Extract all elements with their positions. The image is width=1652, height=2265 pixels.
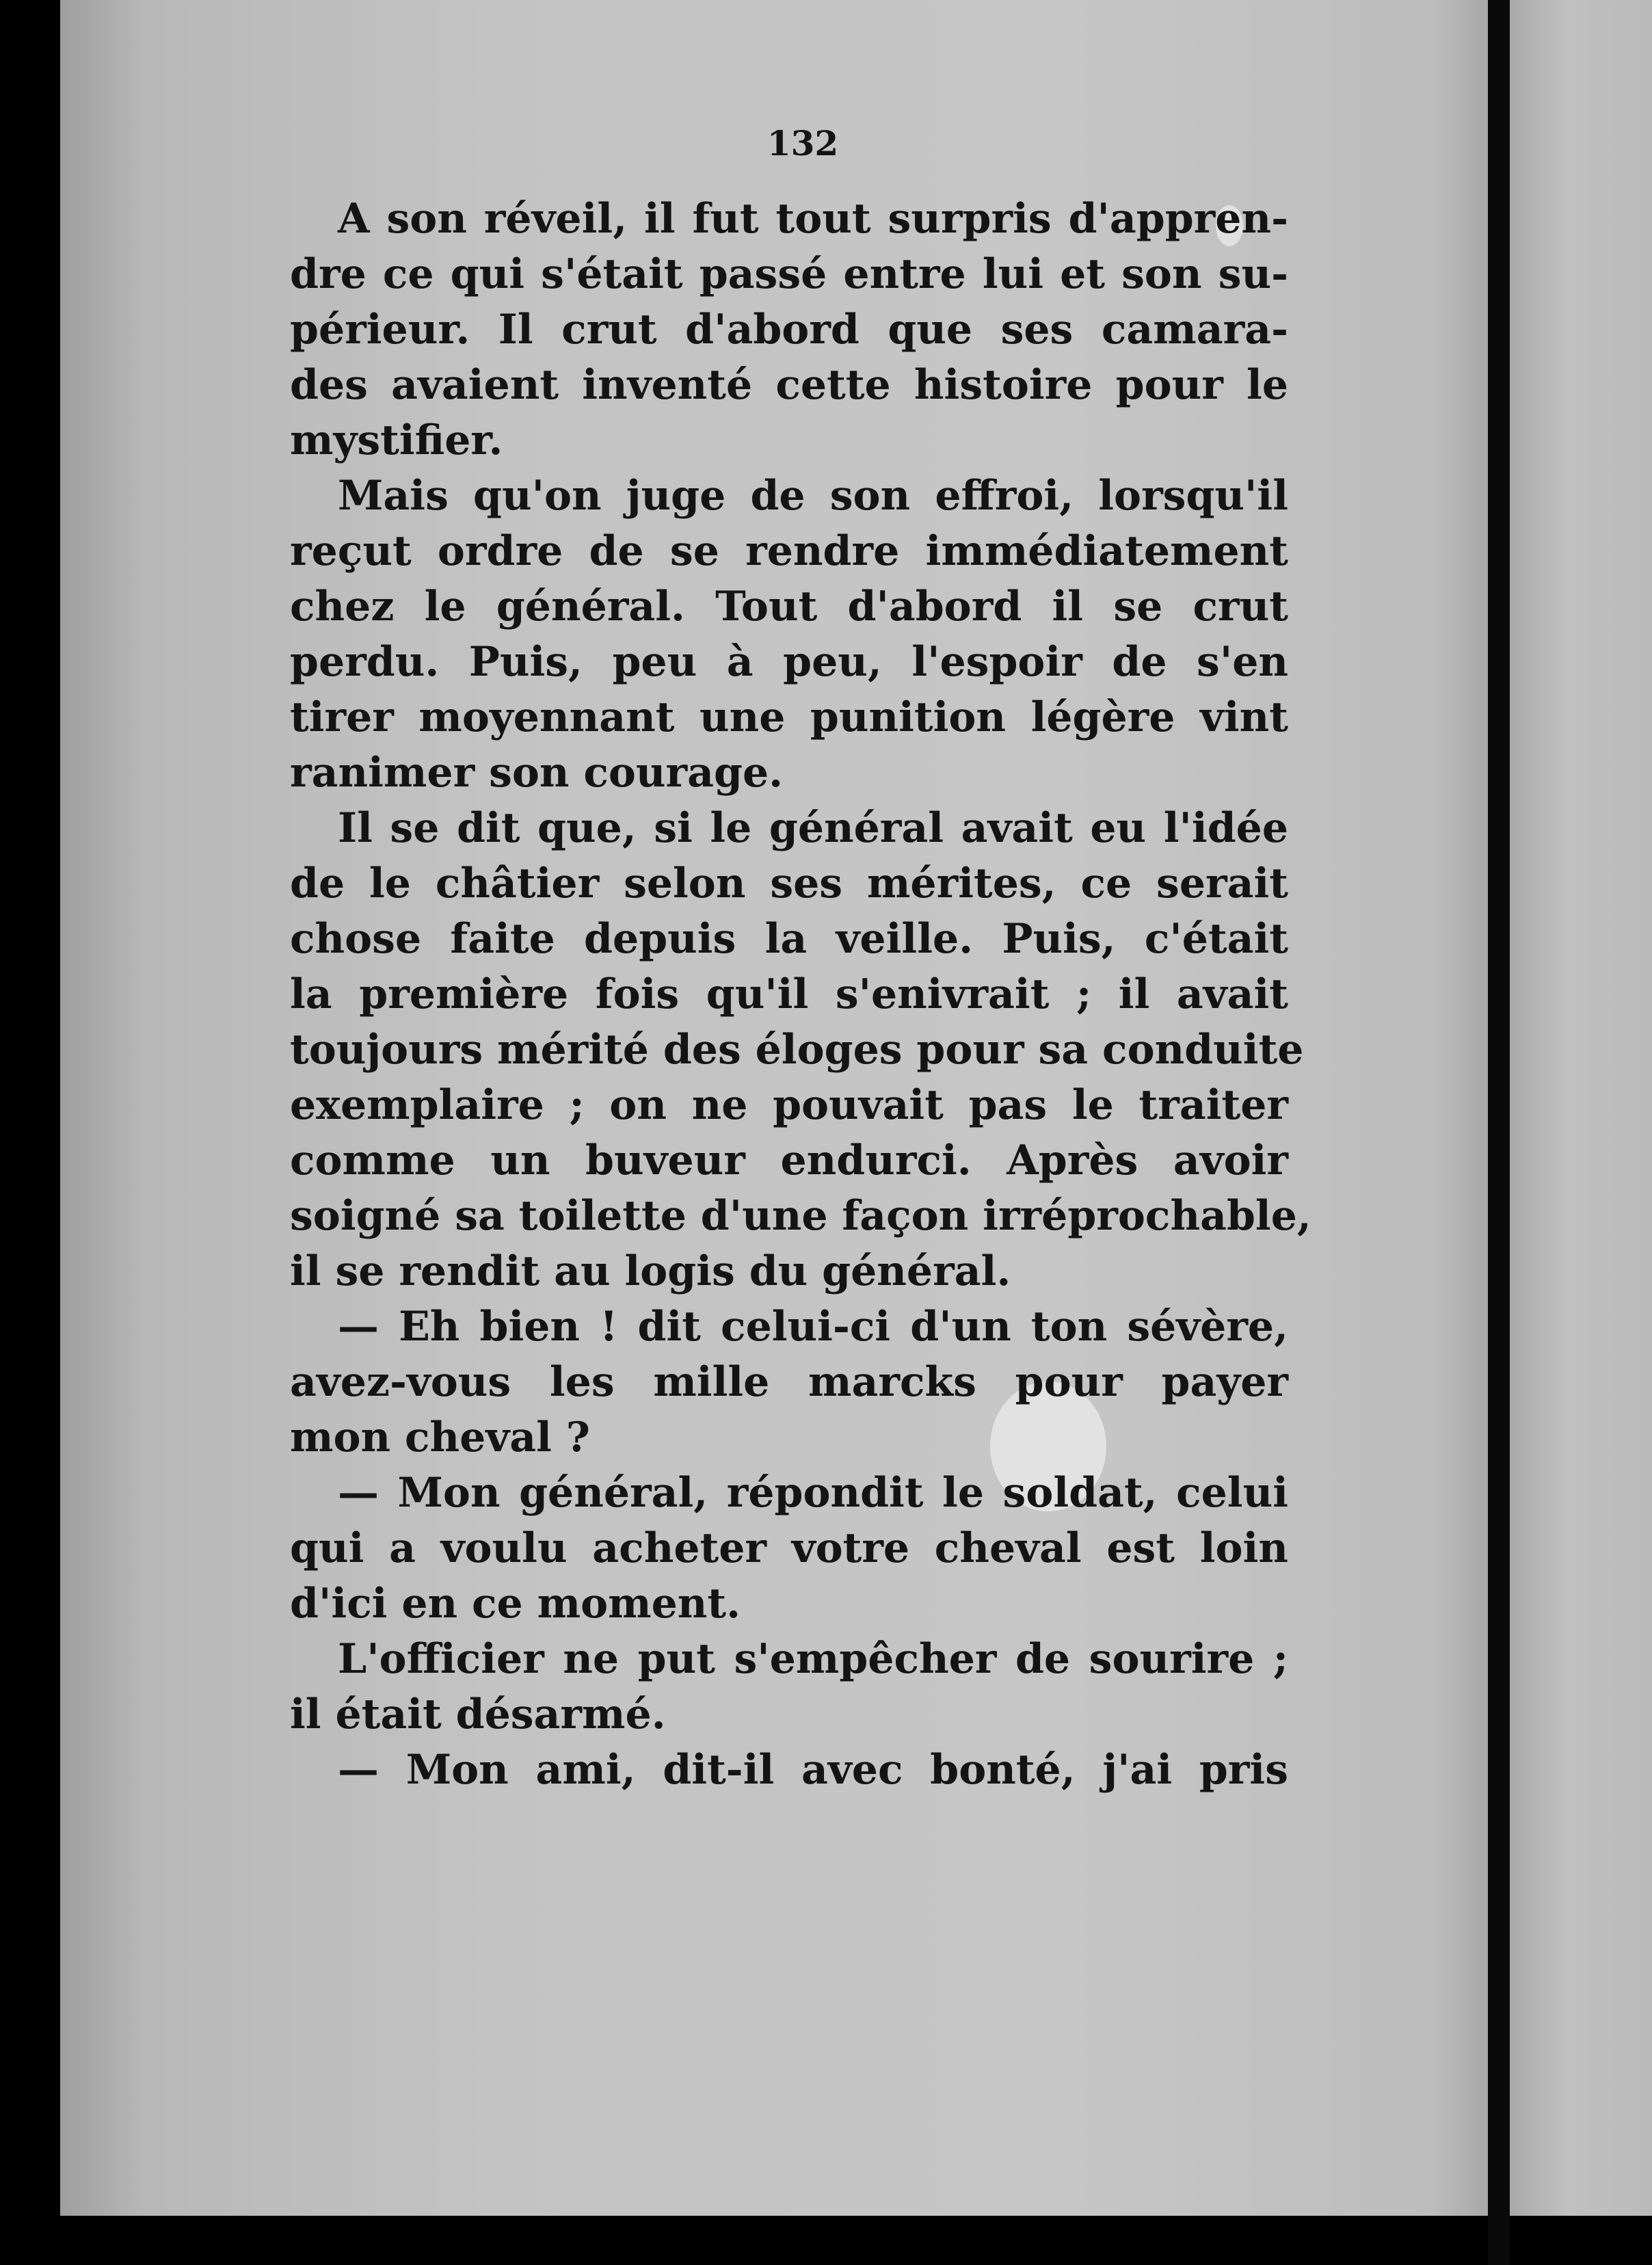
text-line: L'officier ne put s'empêcher de sourire ; [338,1635,1288,1683]
page-number: 132 [767,123,839,163]
text-line: Il se dit que, si le général avait eu l'idée [338,804,1288,852]
text-line: il se rendit au logis du général. [290,1247,1011,1295]
text-line: — Mon ami, dit-il avec bonté, j'ai pris [338,1746,1288,1794]
text-line: tirer moyennant une punition légère vint [290,693,1288,741]
text-line: ranimer son courage. [290,749,784,797]
text-line: périeur. Il crut d'abord que ses camara- [290,306,1288,354]
text-line: de le châtier selon ses mérites, ce serait [290,860,1288,908]
text-line: comme un buveur endurci. Après avoir [290,1137,1288,1184]
page-text [290,123,1311,1798]
adjacent-page-edge [1510,0,1652,2216]
text-line: qui a voulu acheter votre cheval est loin [290,1524,1288,1572]
text-line: avez-vous les mille marcks pour payer [290,1358,1288,1406]
text-line: soigné sa toilette d'une façon irréprochable, [290,1192,1311,1240]
text-line: mystifier. [290,416,503,464]
text-line: chose faite depuis la veille. Puis, c'était [290,915,1288,963]
text-line: toujours mérité des éloges pour sa conduite [290,1026,1304,1074]
text-line: chez le général. Tout d'abord il se crut [290,583,1288,631]
text-line: il était désarmé. [290,1691,666,1738]
text-line: perdu. Puis, peu à peu, l'espoir de s'en [290,638,1288,686]
text-line: reçut ordre de se rendre immédiatement [290,527,1288,575]
text-line: — Eh bien ! dit celui-ci d'un ton sévère, [338,1303,1288,1351]
text-line: A son réveil, il fut tout surpris d'appren- [338,195,1288,243]
text-line: mon cheval ? [290,1414,590,1461]
text-line: des avaient inventé cette histoire pour le [290,361,1288,409]
text-line: d'ici en ce moment. [290,1580,741,1628]
text-line: la première fois qu'il s'enivrait ; il avait [290,970,1288,1018]
text-line: — Mon général, répondit le soldat, celui [338,1469,1288,1517]
text-lines [290,191,1311,1798]
text-line: dre ce qui s'était passé entre lui et son su- [290,250,1288,298]
book-gutter [1488,0,1510,2265]
text-line: exemplaire ; on ne pouvait pas le traiter [290,1081,1288,1129]
text-line: Mais qu'on juge de son effroi, lorsqu'il [338,472,1288,520]
